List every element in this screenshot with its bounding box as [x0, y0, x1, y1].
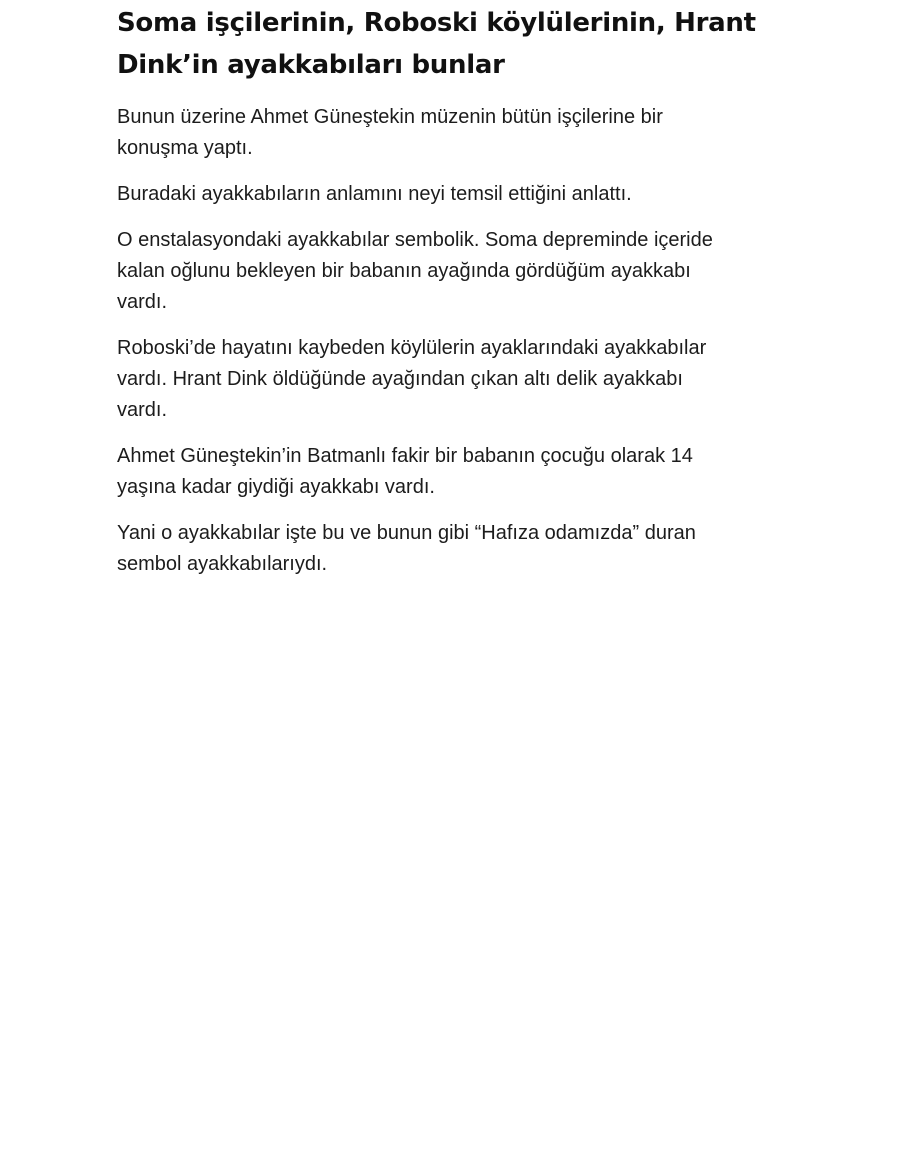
article-heading: Soma işçilerinin, Roboski köylülerinin, Hrant Dink’in ayakkabıları bunlar [117, 8, 756, 80]
article [117, 0, 757, 580]
article-paragraph: Buradaki ayakkabıların anlamını neyi temsil ettiğini anlattı. [117, 183, 632, 205]
article-paragraph: Ahmet Güneştekin’in Batmanlı fakir bir babanın çocuğu olarak 14 yaşına kadar giydiği ayakkabı vardı. [117, 445, 693, 498]
article-paragraph: Yani o ayakkabılar işte bu ve bunun gibi “Hafıza odamızda” duran sembol ayakkabılarıydı. [117, 522, 696, 575]
article-paragraph: O enstalasyondaki ayakkabılar sembolik. Soma depreminde içeride kalan oğlunu bekleyen bir babanın ayağında gördüğüm ayakkabı vardı. [117, 229, 713, 313]
article-paragraph: Bunun üzerine Ahmet Güneştekin müzenin bütün işçilerine bir konuşma yaptı. [117, 106, 663, 159]
article-paragraph: Roboski’de hayatını kaybeden köylülerin ayaklarındaki ayakkabılar vardı. Hrant Dink öldüğünde ayağından çıkan altı delik ayakkabı vardı. [117, 337, 707, 421]
